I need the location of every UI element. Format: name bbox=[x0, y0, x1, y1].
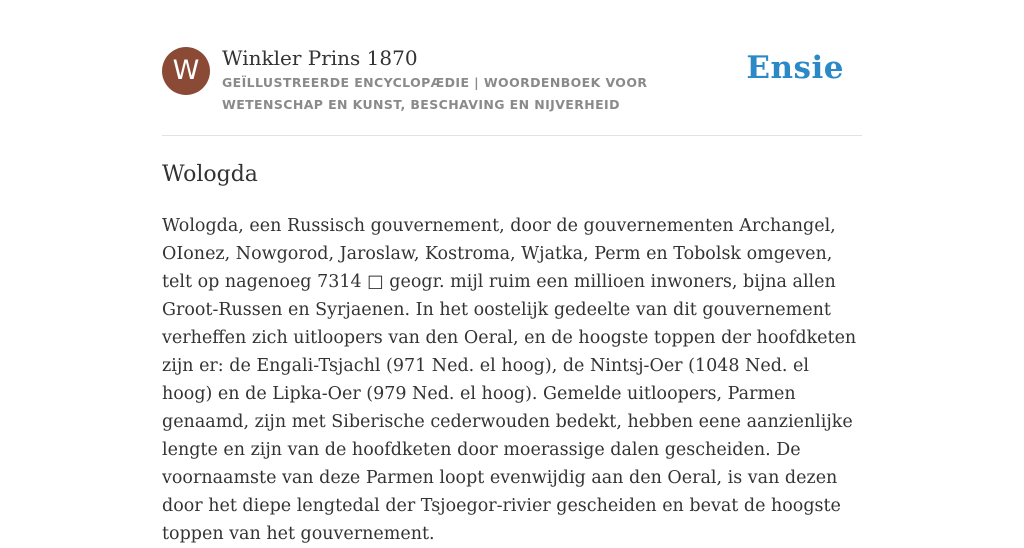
source-subtitle: GEÏLLUSTREERDE ENCYCLOPÆDIE | WOORDENBOEK VOOR WETENSCHAP EN KUNST, BESCHAVING EN NIJVERHEID bbox=[222, 75, 648, 112]
ensie-logo[interactable]: Ensie bbox=[746, 50, 844, 86]
source-title[interactable]: Winkler Prins 1870 bbox=[222, 46, 418, 70]
source-avatar[interactable]: W bbox=[162, 47, 210, 95]
entry-title: Wologda bbox=[162, 162, 258, 187]
source-header bbox=[162, 46, 862, 136]
header-divider bbox=[162, 135, 862, 136]
entry-body: Wologda, een Russisch gouvernement, door de gouvernementen Archangel, OIonez, Nowgorod, Jaroslaw, Kostroma, Wjatka, Perm en Tobolsk omgeven, telt op nagenoeg 7314 □ geogr. mijl ruim een millioen inwoners, bijna allen Groot-Russen en Syrjaenen. In het oostelijk gedeelte van dit gouvernement verheffen zich uitloopers van den Oeral, en de hoogste toppen der hoofdketen zijn er: de Engali-Tsjachl (971 Ned. el hoog), de Nintsj-Oer (1048 Ned. el hoog) en de Lipka-Oer (979 Ned. el hoog). Gemelde uitloopers, Parmen genaamd, zijn met Siberische cederwouden bedekt, hebben eene aanzienlijke lengte en zijn van de hoofdketen door moerassige dalen gescheiden. De voornaamste van deze Parmen loopt evenwijdig aan den Oeral, is van dezen door het diepe lengtedal der Tsjoegor-rivier gescheiden en bevat de hoogste toppen van het gouvernement. bbox=[162, 216, 857, 544]
